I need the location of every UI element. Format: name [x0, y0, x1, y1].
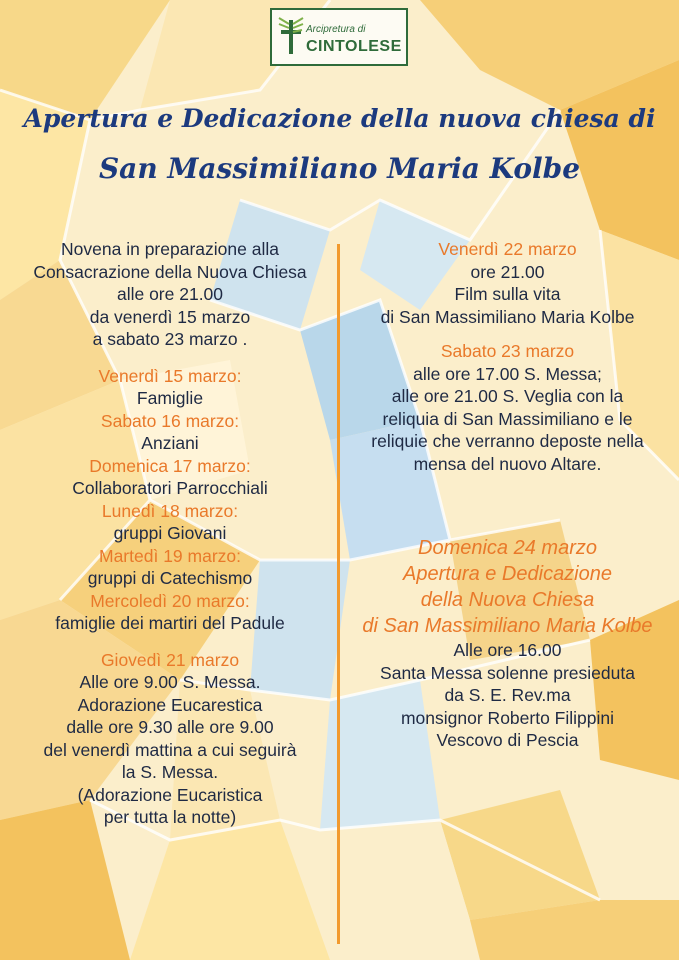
friday-line: Film sulla vita — [454, 284, 561, 304]
day-date: Domenica 17 marzo: — [89, 455, 251, 476]
sunday-headline: della Nuova Chiesa — [420, 589, 595, 611]
sunday-line: Vescovo di Pescia — [436, 730, 579, 750]
poster-title-line-2: San Massimiliano Maria Kolbe — [98, 152, 581, 185]
day-group: Anziani — [141, 433, 199, 453]
novena-days — [10, 365, 330, 635]
thursday-line: Alle ore 9.00 S. Messa. — [79, 672, 261, 692]
logo-subtitle: Arcipretura di — [306, 24, 366, 35]
logo-name: CINTOLESE — [306, 38, 402, 55]
right-column — [345, 238, 670, 752]
column-divider — [337, 244, 340, 944]
poster-title-line-1: Apertura e Dedicazione della nuova chiesa di — [23, 104, 656, 133]
day-date: Martedì 19 marzo: — [99, 545, 241, 566]
saturday-line: reliquie che verranno deposte nella — [371, 431, 644, 451]
sunday-block — [345, 535, 670, 752]
thursday-line: Adorazione Eucarestica — [77, 694, 263, 715]
friday-date: Venerdì 22 marzo — [438, 239, 577, 259]
thursday-line: (Adorazione Eucaristica — [77, 784, 263, 805]
day-date: Venerdì 15 marzo: — [98, 365, 242, 386]
day-group: Famiglie — [136, 388, 204, 408]
left-column — [10, 238, 330, 829]
thursday-block — [10, 649, 330, 829]
thursday-line: dalle ore 9.30 alle ore 9.00 — [66, 717, 274, 737]
friday-line: di San Massimiliano Maria Kolbe — [380, 306, 635, 327]
sunday-headline: Domenica 24 marzo — [418, 537, 597, 559]
saturday-block — [345, 340, 670, 475]
saturday-line: alle ore 21.00 S. Veglia con la — [391, 386, 624, 406]
day-group: famiglie dei martiri del Padule — [55, 613, 285, 633]
thursday-line: del venerdì mattina a cui seguirà — [43, 739, 297, 760]
saturday-line: reliquia di San Massimiliano e le — [382, 408, 633, 429]
day-date: Mercoledì 20 marzo: — [90, 590, 250, 611]
sunday-line: da S. E. Rev.ma — [444, 685, 571, 705]
friday-block — [345, 238, 670, 328]
day-date: Lunedì 18 marzo: — [101, 500, 239, 521]
saturday-date: Sabato 23 marzo — [440, 341, 575, 361]
day-date: Sabato 16 marzo: — [100, 410, 240, 431]
friday-line: ore 21.00 — [470, 261, 545, 282]
sunday-line: Santa Messa solenne presieduta — [380, 662, 635, 683]
sunday-line: monsignor Roberto Filippini — [400, 707, 615, 728]
sunday-headline: di San Massimiliano Maria Kolbe — [362, 615, 653, 637]
saturday-line: alle ore 17.00 S. Messa; — [413, 363, 602, 384]
intro-line: Novena in preparazione alla — [61, 239, 279, 259]
thursday-line: per tutta la notte) — [103, 807, 237, 827]
novena-intro — [10, 238, 330, 351]
intro-line: da venerdì 15 marzo — [89, 306, 251, 327]
sunday-line: Alle ore 16.00 — [453, 640, 562, 660]
day-group: Collaboratori Parrocchiali — [72, 478, 268, 498]
thursday-line: la S. Messa. — [121, 762, 219, 782]
day-group: gruppi Giovani — [113, 523, 227, 543]
parish-logo — [270, 8, 408, 66]
saturday-line: mensa del nuovo Altare. — [413, 453, 602, 474]
intro-line: a sabato 23 marzo . — [92, 329, 248, 349]
cross-leaf-icon — [278, 16, 304, 58]
sunday-headline: Apertura e Dedicazione — [402, 563, 612, 585]
intro-line: Consacrazione della Nuova Chiesa — [33, 261, 307, 282]
thursday-date: Giovedì 21 marzo — [100, 649, 240, 670]
intro-line: alle ore 21.00 — [116, 284, 224, 304]
day-group: gruppi di Catechismo — [87, 568, 253, 588]
